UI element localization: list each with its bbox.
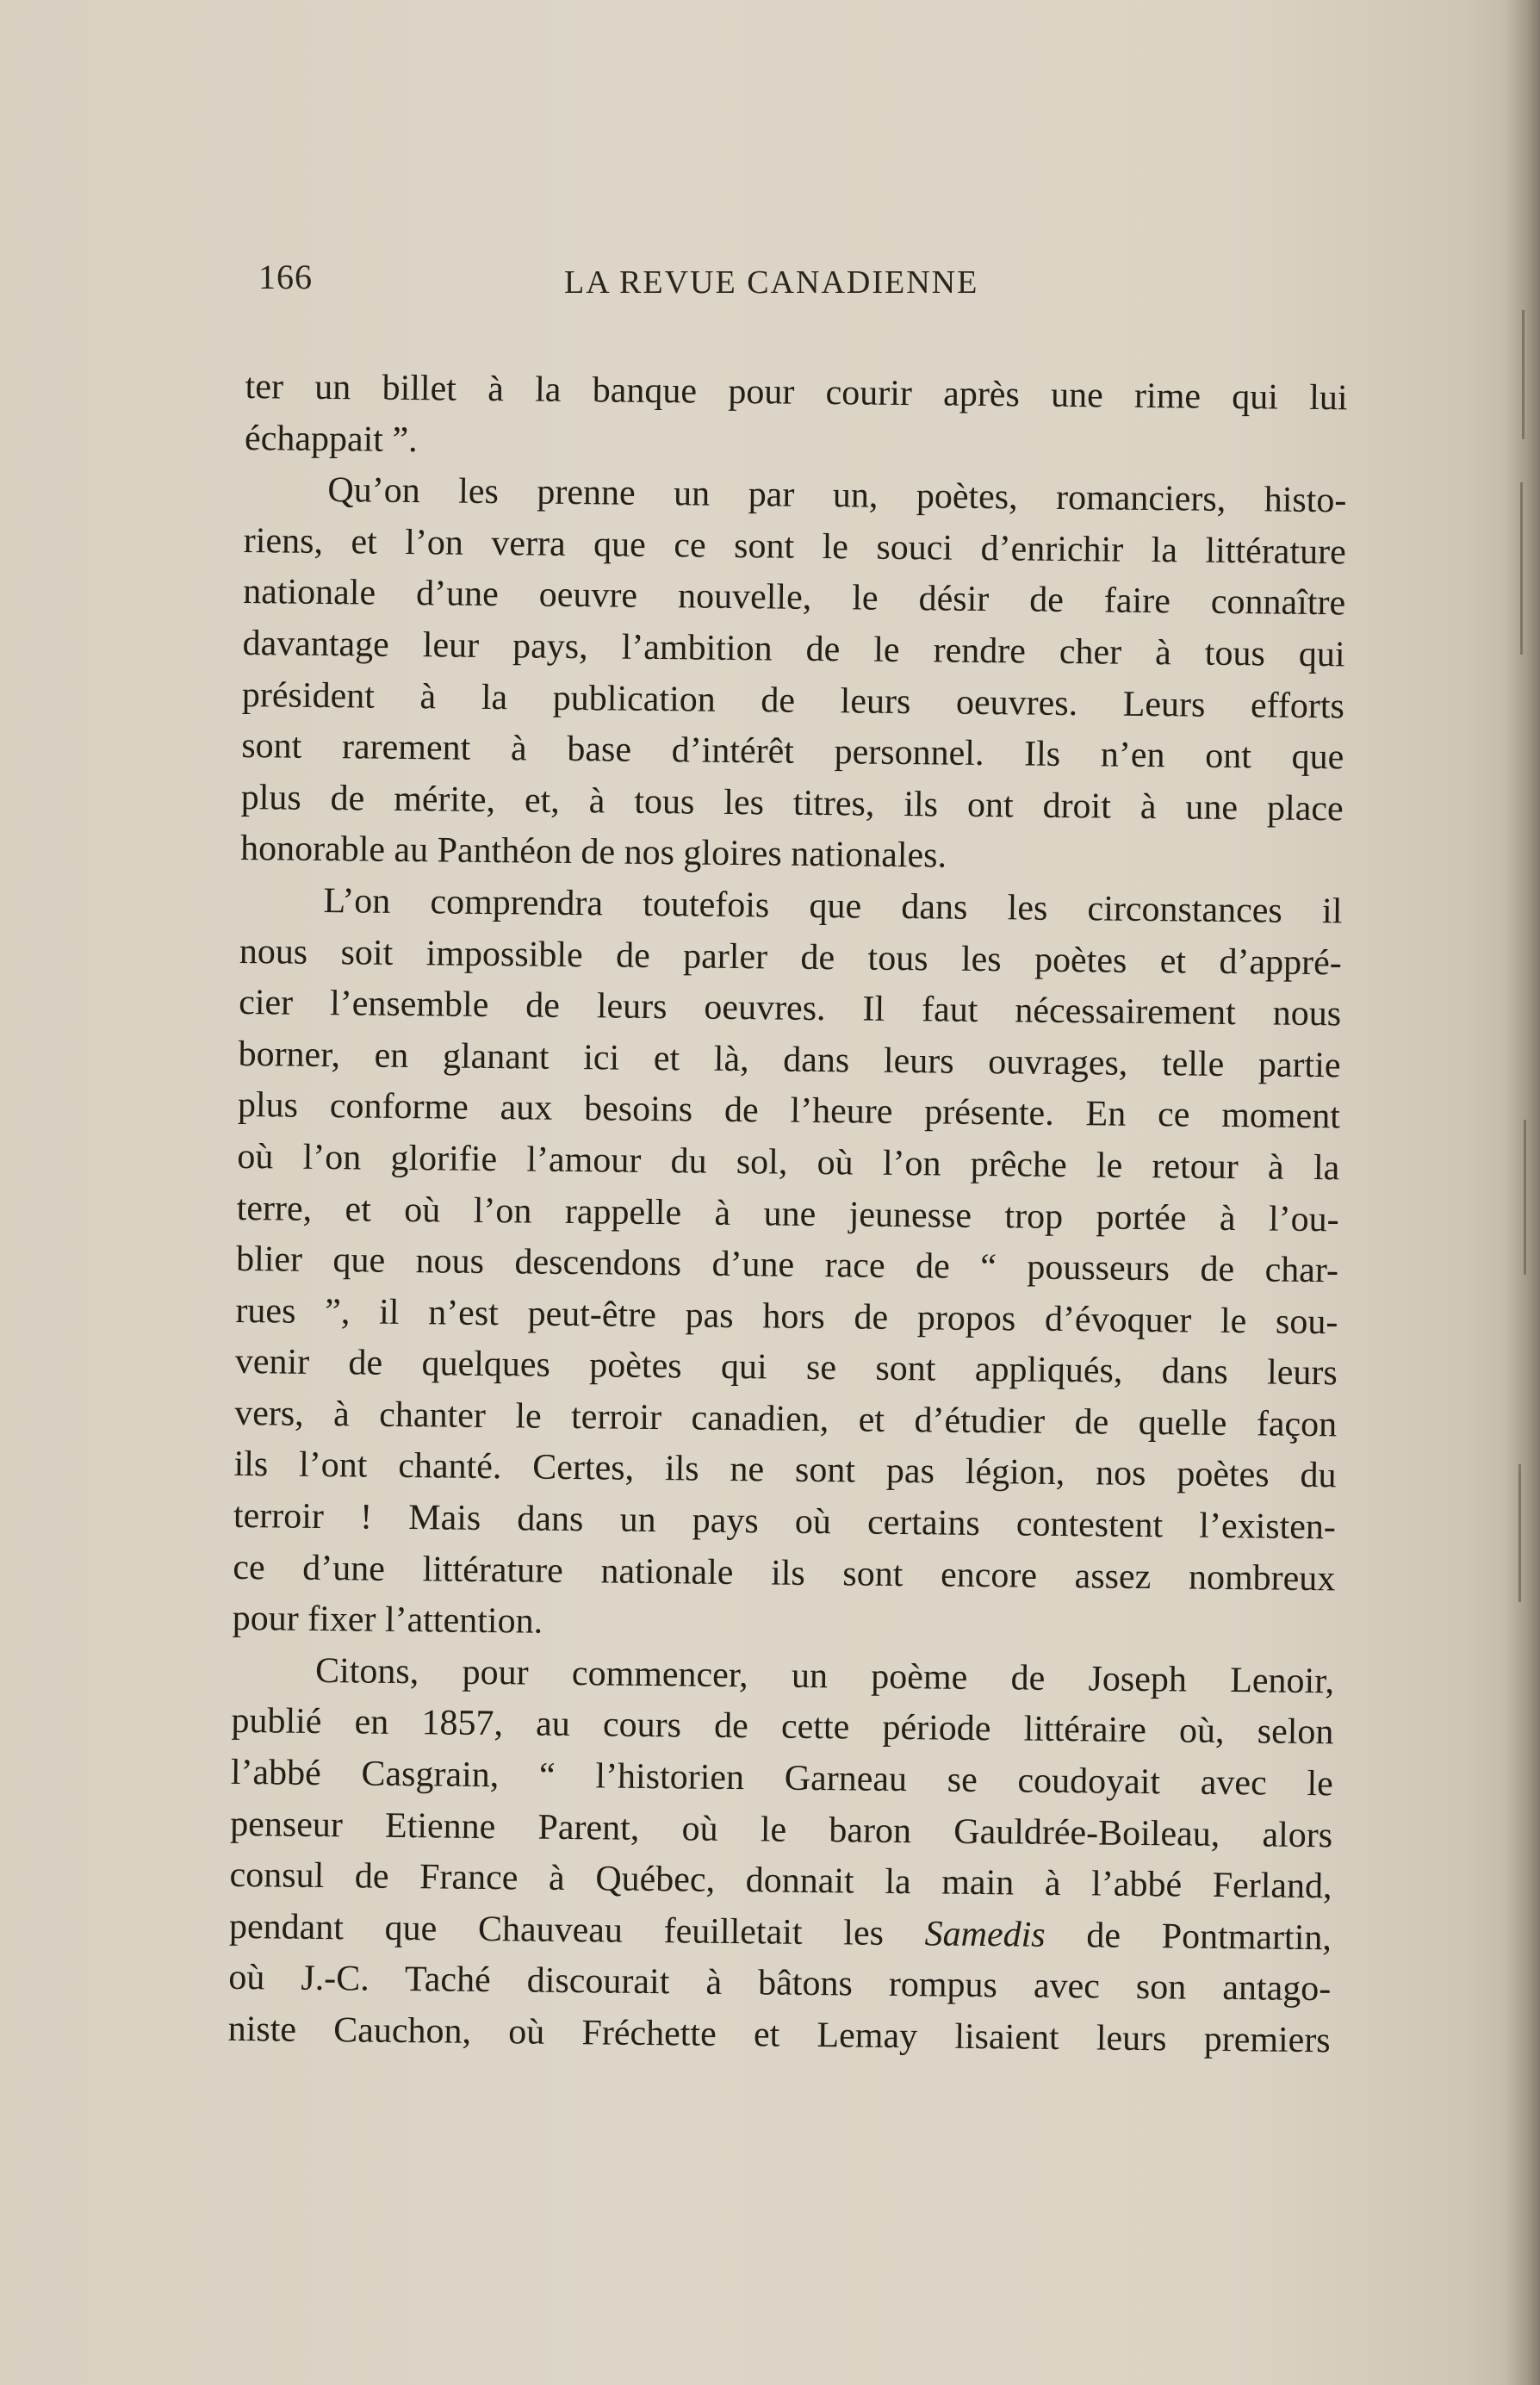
text-line: niste Cauchon, où Fréchette et Lemay lisaient leurs premiers: [227, 2009, 1331, 2061]
text-line: consul de France à Québec, donnait la main à l’abbé Ferland,: [229, 1855, 1332, 1907]
edge-mark: [1518, 1464, 1521, 1602]
text-line: l’abbé Casgrain, “ l’historien Garneau se coudoyait avec le: [230, 1752, 1334, 1804]
text-line: ce d’une littérature nationale ils sont encore assez nombreux: [233, 1547, 1336, 1599]
text-line: ils l’ont chanté. Certes, ils ne sont pas légion, nos poètes du: [233, 1444, 1337, 1496]
edge-mark: [1520, 482, 1523, 655]
text-line: nationale d’une oeuvre nouvelle, le désir de faire connaître: [242, 572, 1346, 624]
text-line: où l’on glorifie l’amour du sol, où l’on prêche le retour à la: [237, 1136, 1340, 1189]
text-line: riens, et l’on verra que ce sont le souci d’enrichir la littérature: [243, 520, 1346, 573]
journal-title: LA REVUE CANADIENNE: [564, 264, 979, 301]
text-line: Qu’on les prenne un par un, poètes, romanciers, histo-: [327, 470, 1347, 521]
text-line: échappait ”.: [244, 418, 418, 460]
page-number: 166: [258, 258, 313, 296]
text-line: sont rarement à base d’intérêt personnel. Ils n’en ont que: [241, 726, 1344, 778]
text-line: rues ”, il n’est peut-être pas hors de propos d’évoquer le sou-: [235, 1290, 1338, 1343]
body-text: [227, 362, 1348, 2067]
text-line: où J.-C. Taché discourait à bâtons rompus avec son antago-: [228, 1958, 1332, 2009]
text-line: vers, à chanter le terroir canadien, et d’étudier de quelle façon: [233, 1393, 1338, 1445]
running-head: [258, 257, 1326, 308]
text-line: terre, et où l’on rappelle à une jeunesse trop portée à l’ou-: [236, 1188, 1339, 1239]
text-line: borner, en glanant ici et là, dans leurs ouvrages, telle partie: [238, 1034, 1341, 1086]
text-line: davantage leur pays, l’ambition de le rendre cher à tous qui: [242, 623, 1345, 675]
text-line: blier que nous descendons d’une race de “ pousseurs de char-: [235, 1239, 1339, 1291]
italic-title: Samedis: [924, 1914, 1046, 1955]
text-line: terroir ! Mais dans un pays où certains contestent l’existen-: [233, 1495, 1337, 1548]
text-line: penseur Etienne Parent, où le baron Gauldrée-Boileau, alors: [229, 1804, 1333, 1855]
text-line: publié en 1857, au cours de cette période littéraire où, selon: [231, 1701, 1334, 1753]
text-line: Citons, pour commencer, un poème de Joseph Lenoir,: [314, 1650, 1335, 1702]
text-line: honorable au Panthéon de nos gloires nationales.: [239, 829, 947, 876]
text-line: président à la publication de leurs oeuvres. Leurs efforts: [241, 674, 1345, 726]
text-line: plus conforme aux besoins de l’heure présente. En ce moment: [237, 1085, 1341, 1137]
edge-mark: [1524, 1120, 1526, 1275]
text-line: cier l’ensemble de leurs oeuvres. Il faut nécessairement nous: [238, 983, 1342, 1034]
text-line: ter un billet à la banque pour courir après une rime qui lui: [245, 366, 1348, 419]
edge-mark: [1522, 310, 1524, 439]
text-line: pour fixer l’attention.: [232, 1599, 543, 1642]
text-line: venir de quelques poètes qui se sont appliqués, dans leurs: [234, 1342, 1338, 1394]
text-line: nous soit impossible de parler de tous les poètes et d’appré-: [239, 931, 1343, 983]
text-line: plus de mérite, et, à tous les titres, ils ont droit à une place: [240, 777, 1344, 829]
text-line: L’on comprendra toutefois que dans les circonstances il: [323, 880, 1343, 932]
text-line: pendant que Chauveau feuilletait les Samedis de Pontmartin,: [228, 1906, 1332, 1959]
